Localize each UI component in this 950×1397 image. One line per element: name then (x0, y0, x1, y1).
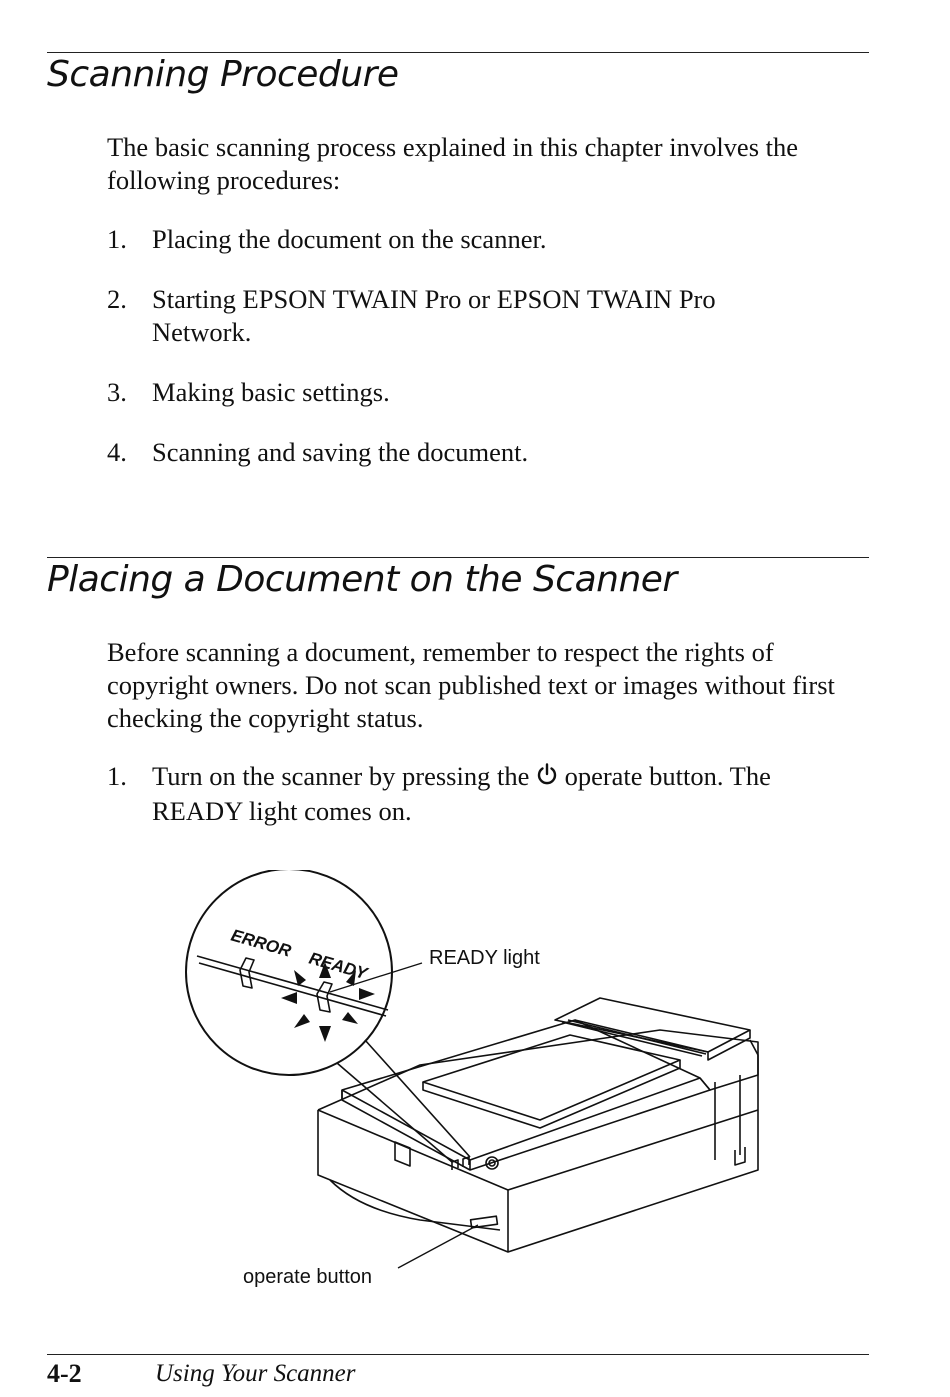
step-text-after: operate button. The READY light comes on. (152, 761, 771, 826)
callout-operate-button: operate button (243, 1266, 372, 1288)
footer-chapter-title: Using Your Scanner (155, 1360, 356, 1387)
section-rule-top (47, 557, 869, 558)
section-title-placing-document: Placing a Document on the Scanner (47, 559, 677, 600)
footer-rule (47, 1354, 869, 1355)
step-text-before: Turn on the scanner by pressing the (152, 761, 530, 791)
scanner-illustration (0, 870, 950, 1310)
callout-ready-light: READY light (429, 947, 540, 969)
list-item-number: 2. (107, 284, 127, 314)
list-item-text (152, 760, 862, 828)
list-item-text: Making basic settings. (152, 377, 390, 407)
list-item-number: 3. (107, 377, 127, 407)
section-rule-top (47, 52, 869, 53)
scanner-drawing (0, 870, 950, 1310)
list-item-text: Scanning and saving the document. (152, 437, 529, 467)
power-icon (536, 762, 558, 795)
list-item-number: 4. (107, 437, 127, 467)
page-number: 4-2 (47, 1359, 82, 1388)
section-title-scanning-procedure: Scanning Procedure (47, 54, 399, 95)
panel-label-error: ERROR (228, 925, 294, 961)
section-intro-paragraph: The basic scanning process explained in this chapter involves the following procedures: (107, 132, 799, 195)
list-item-number: 1. (107, 224, 127, 254)
section-intro-paragraph: Before scanning a document, remember to respect the rights of copyright owners. Do not scan published text or images without first checking the copyright status. (107, 637, 835, 733)
list-item-number: 1. (107, 761, 127, 791)
list-item-text: Placing the document on the scanner. (152, 224, 547, 254)
list-item-text: Starting EPSON TWAIN Pro or EPSON TWAIN Pro Network. (152, 284, 716, 347)
panel-label-ready: READY (306, 948, 370, 984)
